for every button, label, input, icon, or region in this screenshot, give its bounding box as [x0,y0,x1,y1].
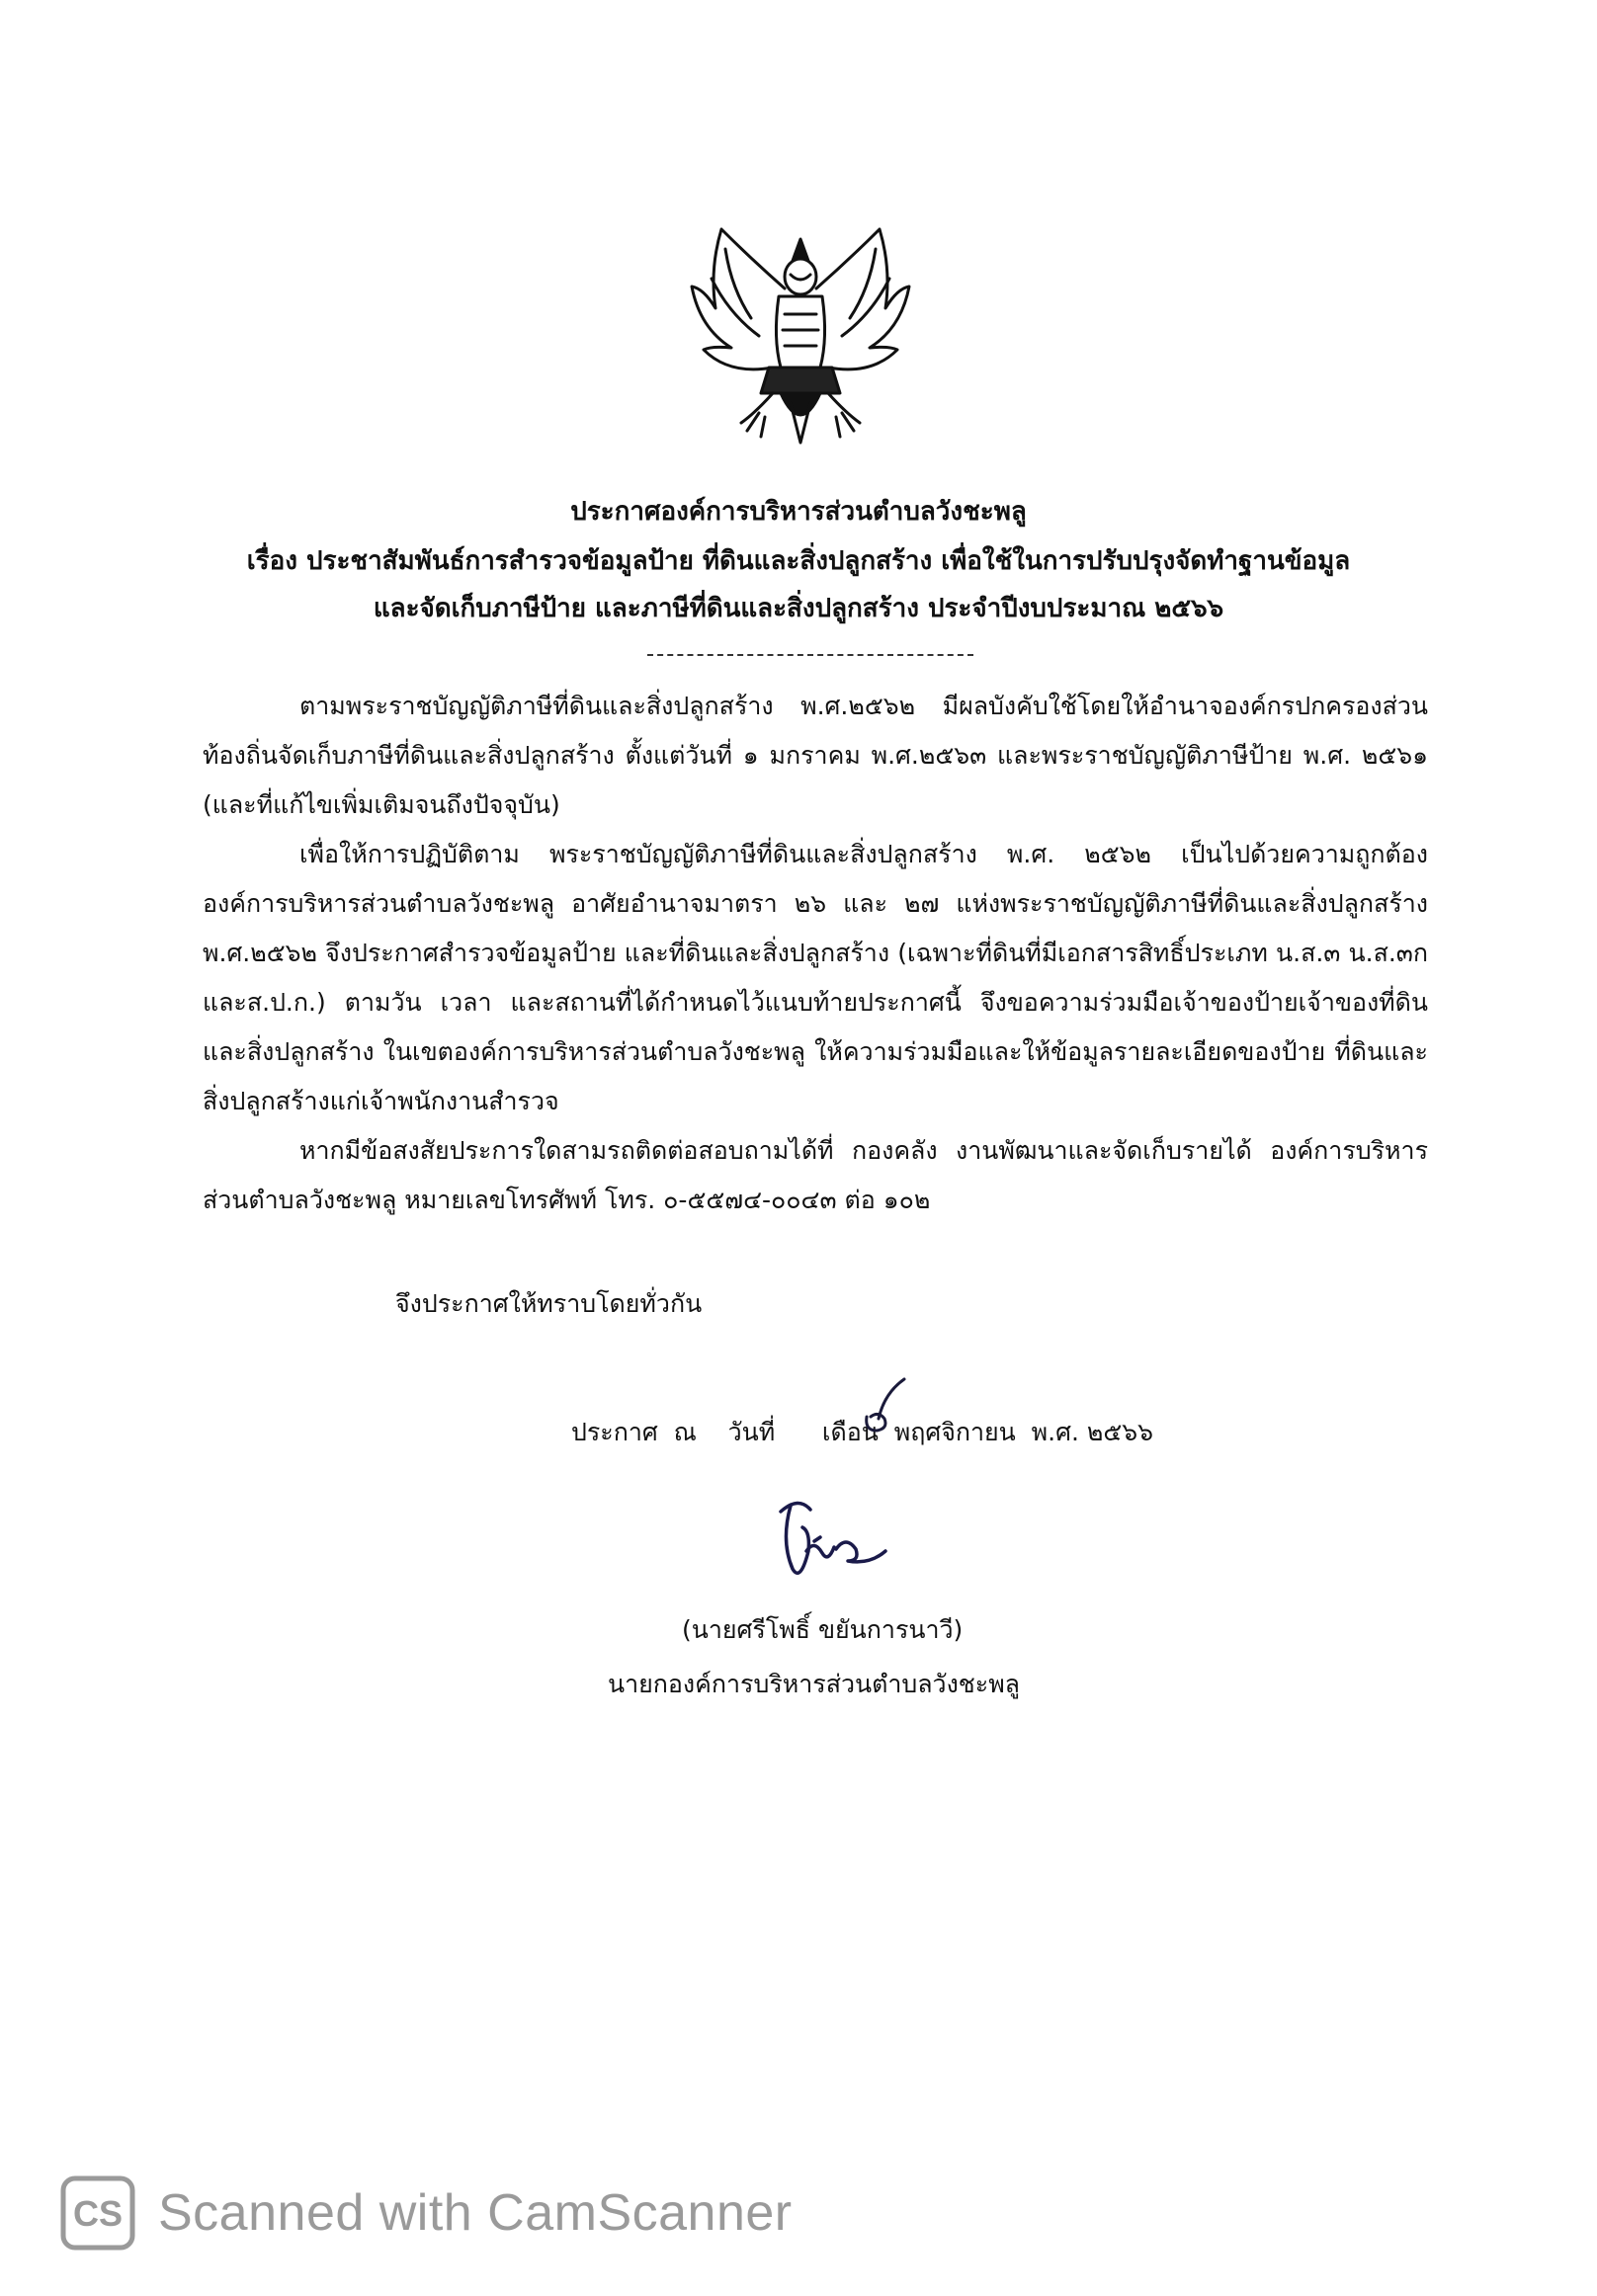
body-paragraph-3 [203,1126,1428,1225]
garuda-emblem-icon [682,219,919,447]
closing-statement: จึงประกาศให้ทราบโดยทั่วกัน [395,1289,703,1318]
header-divider [647,654,973,656]
camscanner-watermark [59,2169,793,2257]
announcement-dateline: ประกาศ ณ วันที่ เดือน พฤศจิกายน พ.ศ. ๒๕๖๖ [571,1418,1153,1446]
paragraph-text: เพื่อให้การปฏิบัติตาม พระราชบัญญัติภาษีที่ดินและสิ่งปลูกสร้าง พ.ศ. ๒๕๖๒ เป็นไปด้วยความถูกต้อง องค์การบริหารส่วนตำบลวังชะพลู อาศัยอำนาจมาตรา ๒๖ และ ๒๗ แห่งพระราชบัญญัติภาษีที่ดินและสิ่งปลูกสร้าง พ.ศ.๒๕๖๒ จึงประกาศสำรวจข้อมูลป้าย และที่ดินและสิ่งปลูกสร้าง (เฉพาะที่ดินที่มีเอกสารสิทธิ์ประเภท น.ส.๓ น.ส.๓ก และส.ป.ก.) ตามวัน เวลา และสถานที่ได้กำหนดไว้แนบท้ายประกาศนี้ จึงขอความร่วมมือเจ้าของป้ายเจ้าของที่ดินและสิ่งปลูกสร้าง ในเขตองค์การบริหารส่วนตำบลวังชะพลู ให้ความร่วมมือและให้ข้อมูลรายละเอียดของป้าย ที่ดินและสิ่งปลูกสร้างแก่เจ้าพนักงานสำรวจ [203,840,1428,1115]
paragraph-text: หากมีข้อสงสัยประการใดสามรถติดต่อสอบถามได้ที่ กองคลัง งานพัฒนาและจัดเก็บรายได้ องค์การบริหารส่วนตำบลวังชะพลู หมายเลขโทรศัพท์ โทร. ๐-๕๕๗๔-๐๐๔๓ ต่อ ๑๐๒ [203,1136,1428,1214]
camscanner-cs-logo-icon [59,2174,136,2252]
paragraph-text: ตามพระราชบัญญัติภาษีที่ดินและสิ่งปลูกสร้าง พ.ศ.๒๕๖๒ มีผลบังคับใช้โดยให้อำนาจองค์กรปกครองส่วนท้องถิ่นจัดเก็บภาษีที่ดินและสิ่งปลูกสร้าง ตั้งแต่วันที่ ๑ มกราคม พ.ศ.๒๕๖๓ และพระราชบัญญัติภาษีป้าย พ.ศ. ๒๕๖๑ (และที่แก้ไขเพิ่มเติมจนถึงปัจจุบัน) [203,692,1428,819]
announcement-title: ประกาศองค์การบริหารส่วนตำบลวังชะพลู [570,497,1027,527]
svg-text:CS: CS [72,2193,124,2234]
handwritten-signature-icon [751,1492,899,1600]
signer-name: (นายศรีโพธิ์ ขยันการนาวี) [682,1615,964,1644]
body-paragraph-1 [203,682,1428,830]
announcement-subject: เรื่อง ประชาสัมพันธ์การสำรวจข้อมูลป้าย ที่ดินและสิ่งปลูกสร้าง เพื่อใช้ในการปรับปรุงจัดทำฐานข้อมูล [246,546,1351,576]
handwritten-day-number [845,1373,914,1442]
signer-title: นายกองค์การบริหารส่วนตำบลวังชะพลู [608,1670,1020,1698]
watermark-text: Scanned with CamScanner [158,2184,793,2242]
body-paragraph-2 [203,830,1428,1126]
announcement-subject-cont: และจัดเก็บภาษีป้าย และภาษีที่ดินและสิ่งปลูกสร้าง ประจำปีงบประมาณ ๒๕๖๖ [373,594,1224,623]
